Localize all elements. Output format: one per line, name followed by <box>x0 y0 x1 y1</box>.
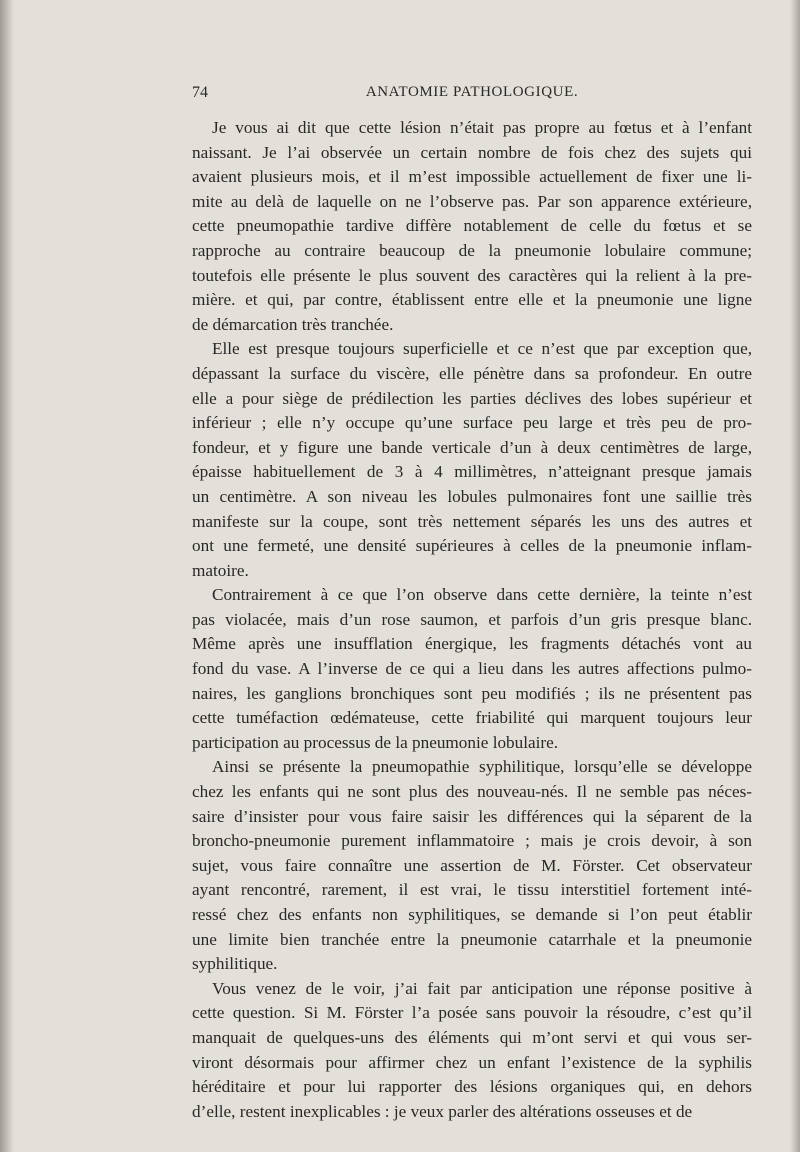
text-line: mière. et qui, par contre, établissent entre elle et la pneumonie une ligne <box>192 290 752 310</box>
text-line: épaisse habituellement de 3 à 4 millimètres, n’atteignant presque jamais <box>192 462 752 482</box>
paragraph <box>192 583 752 755</box>
text-line: broncho-pneumonie purement inflammatoire ; mais je crois devoir, à son <box>192 831 752 851</box>
text-line: manifeste sur la coupe, sont très nettement séparés les uns des autres et <box>192 511 752 531</box>
text-line: viront désormais pour affirmer chez un enfant l’existence de la syphilis <box>192 1052 752 1072</box>
text-line: Contrairement à ce que l’on observe dans cette dernière, la teinte n’est <box>212 585 752 605</box>
text-line: pas violacée, mais d’un rose saumon, et parfois d’un gris presque blanc. <box>192 609 752 629</box>
text-line: ayant rencontré, rarement, il est vrai, le tissu interstitiel fortement inté- <box>192 880 752 900</box>
text-line: chez les enfants qui ne sont plus des nouveau-nés. Il ne semble pas néces- <box>192 782 752 802</box>
text-line: elle a pour siège de prédilection les parties déclives des lobes supérieur et <box>192 388 752 408</box>
text-line: cette tuméfaction œdémateuse, cette friabilité qui marquent toujours leur <box>192 708 752 728</box>
text-line: inférieur ; elle n’y occupe qu’une surface peu large et très peu de pro- <box>192 413 752 433</box>
text-line: manquait de quelques-uns des éléments qui m’ont servi et qui vous ser- <box>192 1027 752 1047</box>
running-head: ANATOMIE PATHOLOGIQUE. <box>365 84 579 100</box>
text-line: naissant. Je l’ai observée un certain nombre de fois chez des sujets qui <box>192 142 752 162</box>
text-line: un centimètre. A son niveau les lobules pulmonaires font une saillie très <box>192 486 752 506</box>
text-line: matoire. <box>192 560 249 580</box>
text-line: toutefois elle présente le plus souvent des caractères qui la relient à la pre- <box>192 265 752 285</box>
text-line: avaient plusieurs mois, et il m’est impossible actuellement de fixer une li- <box>192 167 752 187</box>
page-header <box>192 84 752 108</box>
paragraph <box>192 755 752 976</box>
text-line: de démarcation très tranchée. <box>192 314 394 334</box>
text-line: syphilitique. <box>192 954 278 974</box>
text-line: Ainsi se présente la pneumopathie syphilitique, lorsqu’elle se développe <box>212 757 752 777</box>
text-line: Elle est presque toujours superficielle et ce n’est que par exception que, <box>212 339 752 359</box>
text-line: dépassant la surface du viscère, elle pénètre dans sa profondeur. En outre <box>192 363 752 383</box>
text-line: rapproche au contraire beaucoup de la pneumonie lobulaire commune; <box>192 240 752 260</box>
text-line: ont une fermeté, une densité supérieures à celles de la pneumonie inflam- <box>192 536 752 556</box>
text-line: cette question. Si M. Förster l’a posée sans pouvoir la résoudre, c’est qu’il <box>192 1003 752 1023</box>
text-line: sujet, vous faire connaître une assertion de M. Förster. Cet observateur <box>192 855 752 875</box>
text-line: héréditaire et pour lui rapporter des lésions organiques qui, en dehors <box>192 1077 752 1097</box>
page-edge-shadow <box>790 0 800 1152</box>
page-number: 74 <box>192 84 208 101</box>
text-line: une limite bien tranchée entre la pneumonie catarrhale et la pneumonie <box>192 929 752 949</box>
paragraph <box>192 337 752 583</box>
text-line: saire d’insister pour vous faire saisir les différences qui la séparent de la <box>192 806 752 826</box>
text-line: participation au processus de la pneumonie lobulaire. <box>192 732 559 752</box>
text-line: Même après une insufflation énergique, les fragments détachés vont au <box>192 634 752 654</box>
page-binding-shadow <box>0 0 14 1152</box>
text-line: mite au delà de laquelle on ne l’observe pas. Par son apparence extérieure, <box>192 191 752 211</box>
text-line: cette pneumopathie tardive diffère notablement de celle du fœtus et se <box>192 216 752 236</box>
text-line: ressé chez des enfants non syphilitiques, se demande si l’on peut établir <box>192 905 752 924</box>
text-line: naires, les ganglions bronchiques sont peu modifiés ; ils ne présentent pas <box>192 683 752 703</box>
text-line: fondeur, et y figure une bande verticale d’un à deux centimètres de large, <box>192 437 752 457</box>
paragraph <box>192 116 752 337</box>
text-line: d’elle, restent inexplicables : je veux parler des altérations osseuses et de <box>192 1101 693 1121</box>
text-line: fond du vase. A l’inverse de ce qui a lieu dans les autres affections pulmo- <box>192 659 752 679</box>
text-line: Je vous ai dit que cette lésion n’était pas propre au fœtus et à l’enfant <box>212 118 752 137</box>
text-line: Vous venez de le voir, j’ai fait par anticipation une réponse positive à <box>212 978 752 998</box>
body-text <box>192 116 752 1124</box>
paragraph <box>192 977 752 1125</box>
